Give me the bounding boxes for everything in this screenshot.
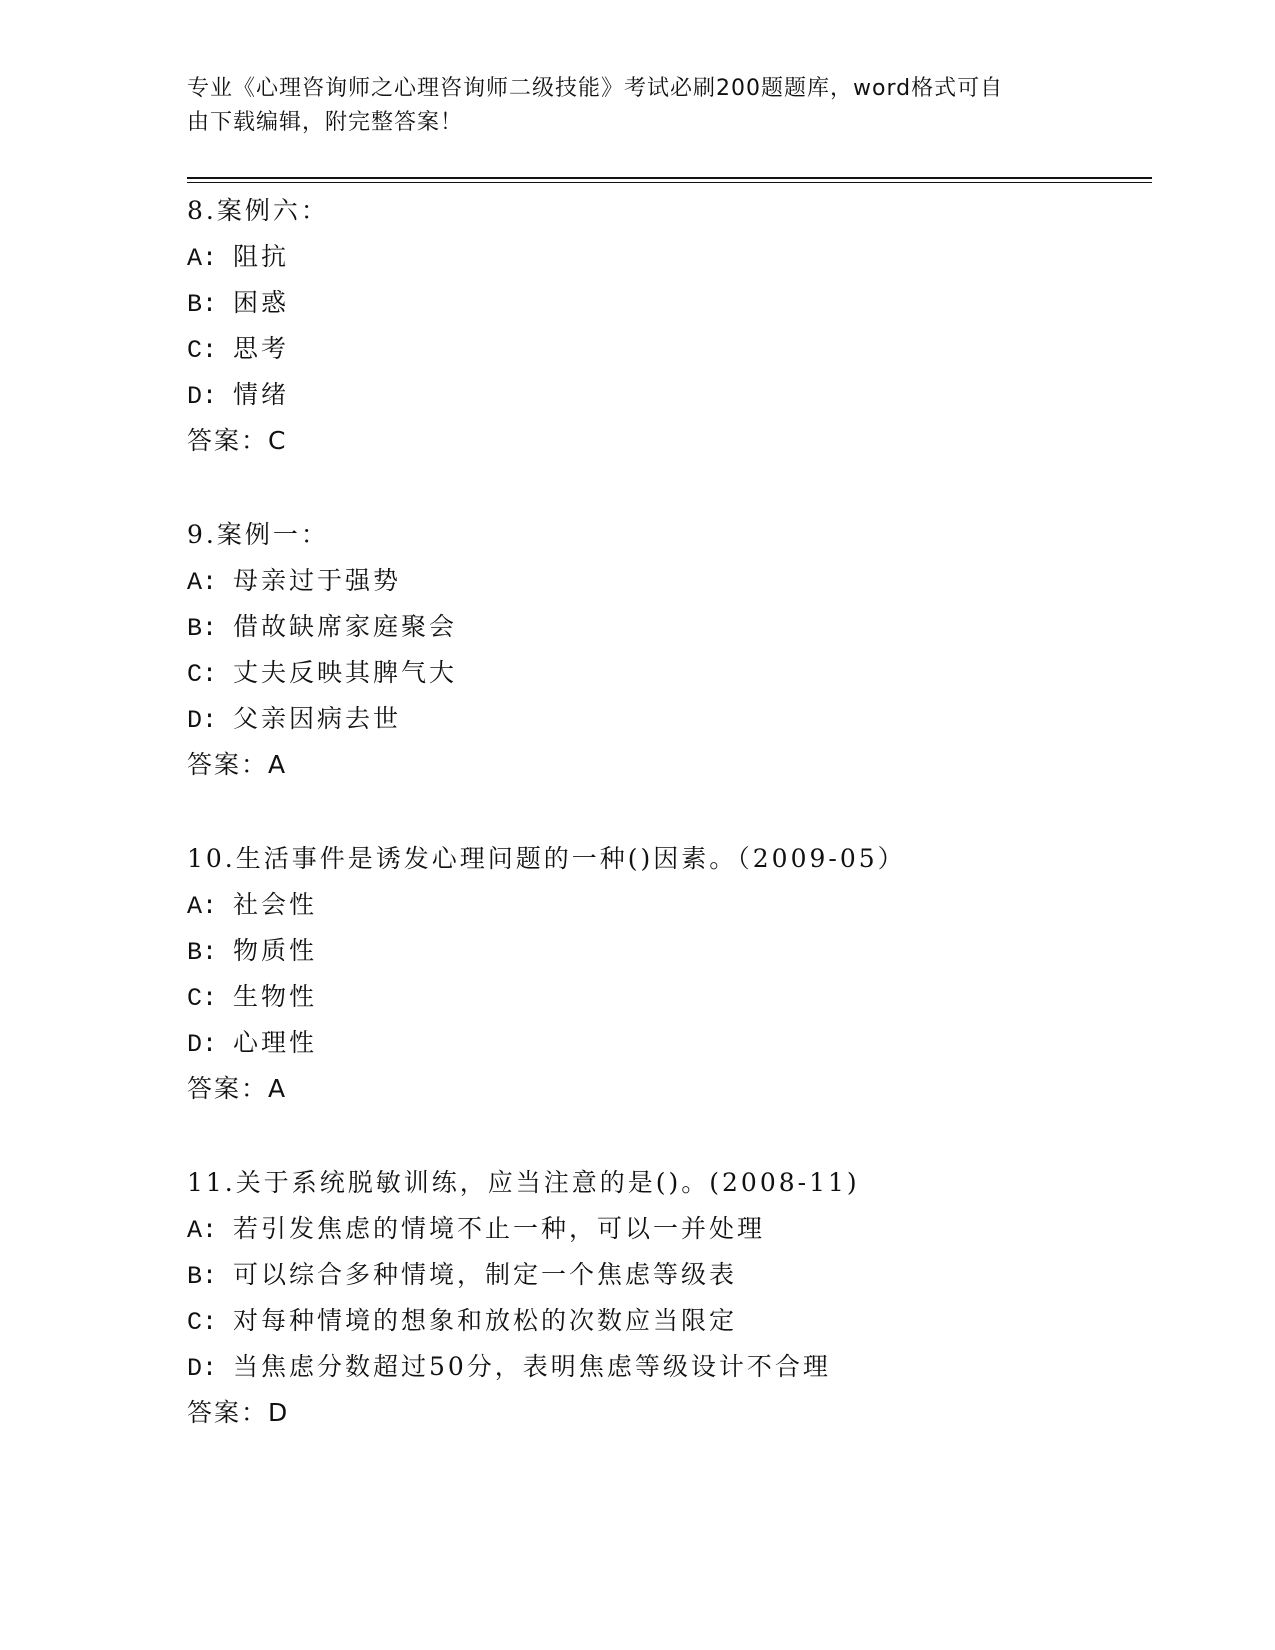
- option-letter: C:: [187, 336, 218, 365]
- option-letter: B:: [187, 614, 218, 643]
- option-c: [187, 326, 1147, 372]
- option-text: 生物性: [233, 982, 318, 1011]
- option-text: 丈夫反映其脾气大: [233, 658, 458, 687]
- option-text: 思考: [233, 334, 290, 363]
- option-b: [187, 928, 1147, 974]
- option-letter: D:: [187, 706, 218, 735]
- option-c: [187, 1298, 1147, 1344]
- option-b: [187, 1252, 1147, 1298]
- option-letter: B:: [187, 938, 218, 967]
- answer-line: 答案：D: [187, 1398, 290, 1427]
- question-10: [187, 836, 1147, 1112]
- question-8: [187, 188, 1147, 464]
- option-letter: A:: [187, 1216, 218, 1245]
- option-a: [187, 558, 1147, 604]
- header-line-1: 专业《心理咨询师之心理咨询师二级技能》考试必刷200题题库，word格式可自: [187, 76, 1004, 101]
- header-divider-thin: [187, 182, 1152, 183]
- header-line-2: 由下载编辑，附完整答案！: [187, 110, 464, 135]
- option-text: 父亲因病去世: [233, 704, 402, 733]
- option-letter: C:: [187, 660, 218, 689]
- option-text: 若引发焦虑的情境不止一种，可以一并处理: [233, 1214, 766, 1243]
- option-c: [187, 974, 1147, 1020]
- option-text: 借故缺席家庭聚会: [233, 612, 458, 641]
- option-letter: B:: [187, 290, 218, 319]
- option-d: [187, 372, 1147, 418]
- option-letter: A:: [187, 892, 218, 921]
- option-text: 阻抗: [233, 242, 290, 271]
- option-d: [187, 1020, 1147, 1066]
- option-letter: A:: [187, 568, 218, 597]
- document-header: [187, 72, 1067, 140]
- question-stem: 9.案例一：: [187, 520, 329, 549]
- option-text: 当焦虑分数超过50分，表明焦虑等级设计不合理: [233, 1352, 831, 1381]
- question-list: [187, 188, 1147, 1484]
- answer-line: 答案：A: [187, 1074, 288, 1103]
- option-text: 母亲过于强势: [233, 566, 402, 595]
- option-letter: D:: [187, 1030, 218, 1059]
- option-text: 对每种情境的想象和放松的次数应当限定: [233, 1306, 738, 1335]
- option-a: [187, 882, 1147, 928]
- option-letter: C:: [187, 984, 218, 1013]
- option-letter: D:: [187, 1354, 218, 1383]
- option-text: 心理性: [233, 1028, 318, 1057]
- option-b: [187, 604, 1147, 650]
- option-c: [187, 650, 1147, 696]
- answer-line: 答案：C: [187, 426, 288, 455]
- option-letter: A:: [187, 244, 218, 273]
- question-stem: 10.生活事件是诱发心理问题的一种()因素。（2009-05）: [187, 844, 906, 873]
- option-text: 物质性: [233, 936, 318, 965]
- option-d: [187, 1344, 1147, 1390]
- question-stem: 8.案例六：: [187, 196, 329, 225]
- option-letter: D:: [187, 382, 218, 411]
- option-letter: B:: [187, 1262, 218, 1291]
- header-divider-thick: [187, 177, 1152, 179]
- option-text: 情绪: [233, 380, 290, 409]
- option-text: 困惑: [233, 288, 290, 317]
- option-a: [187, 1206, 1147, 1252]
- question-9: [187, 512, 1147, 788]
- question-stem: 11.关于系统脱敏训练，应当注意的是()。(2008-11): [187, 1168, 860, 1197]
- option-b: [187, 280, 1147, 326]
- answer-line: 答案：A: [187, 750, 288, 779]
- option-d: [187, 696, 1147, 742]
- option-letter: C:: [187, 1308, 218, 1337]
- option-a: [187, 234, 1147, 280]
- question-11: [187, 1160, 1147, 1436]
- option-text: 可以综合多种情境，制定一个焦虑等级表: [233, 1260, 738, 1289]
- option-text: 社会性: [233, 890, 318, 919]
